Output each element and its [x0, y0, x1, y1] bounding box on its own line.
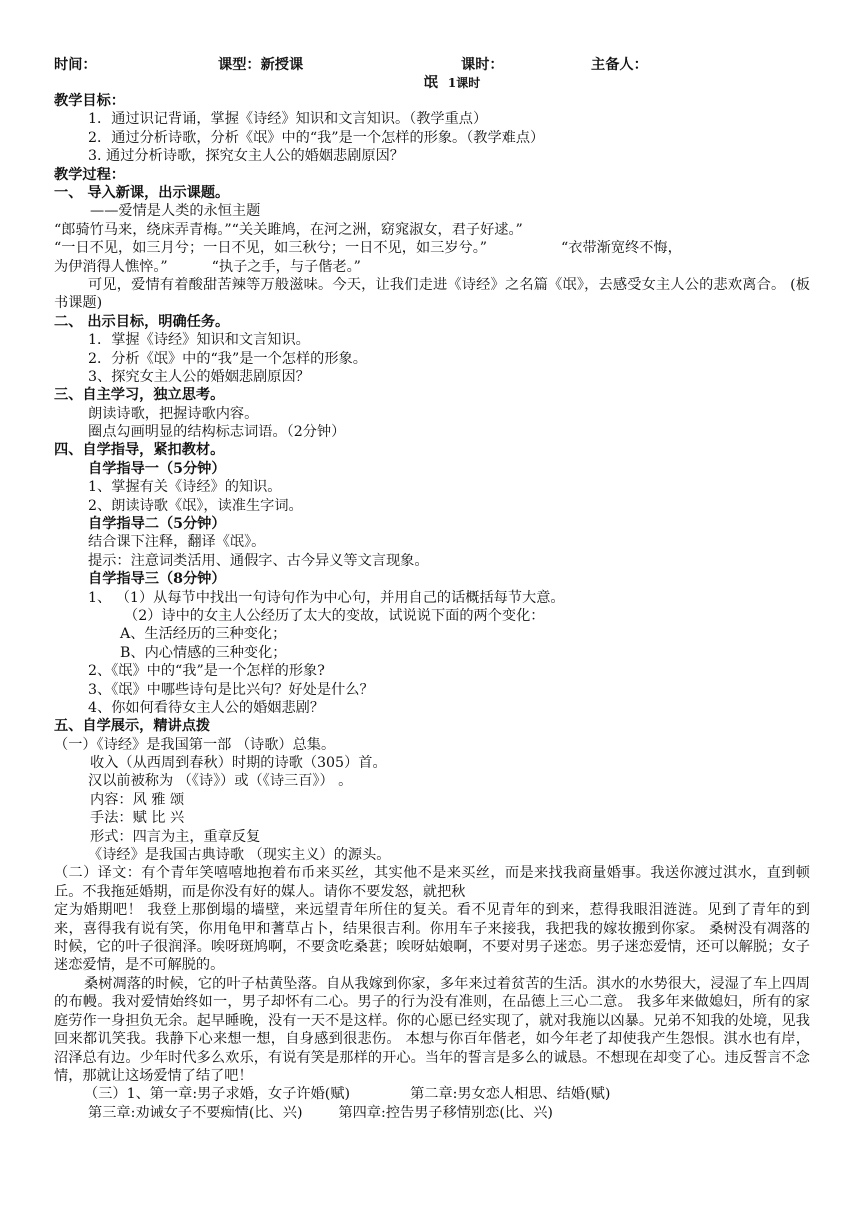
study-item: 朗读诗歌，把握诗歌内容。: [88, 405, 259, 422]
quote-line: [54, 258, 810, 276]
section-1-theme: ——爱情是人类的永恒主题: [90, 203, 261, 220]
goal-item: 3. 通过分析诗歌，探究女主人公的婚姻悲剧原因？: [88, 148, 404, 165]
objective-item: 2．分析《氓》中的“我”是一个怎样的形象。: [88, 350, 367, 367]
title-sub: 1课时: [447, 76, 481, 90]
poetry-detail: 手法：赋 比 兴: [90, 810, 185, 827]
guide-question: 3、《氓》中哪些诗句是比兴句？好处是什么？: [88, 681, 374, 698]
guide-question: 1、 （1）从每节中找出一句诗句作为中心句，并用自己的话概括每节大意。: [88, 589, 565, 606]
poetry-intro: （一）《诗经》是我国第一部 （诗歌）总集。: [54, 736, 336, 753]
quote-segment: 为伊消得人憔悴。”: [54, 258, 168, 275]
guide-question: （2）诗中的女主人公经历了太大的变故，试说说下面的两个变化：: [124, 607, 545, 624]
chapter-summary: 第三章:劝诫女子不要痴情(比、兴): [88, 1104, 303, 1121]
section-1-heading: 一、 导入新课，出示课题。: [54, 184, 230, 201]
guide-question: 4、你如何看待女主人公的婚姻悲剧？: [88, 699, 325, 716]
quote-segment: “衣带渐宽终不悔，: [561, 240, 682, 257]
time-label: 时间：: [54, 57, 97, 73]
quote-segment: “一日不见，如三月兮；一日不见，如三秋兮；一日不见，如三岁兮。”: [54, 240, 488, 257]
guide-subitem: A、生活经历的三种变化；: [120, 626, 287, 643]
section-3-heading: 三、自主学习，独立思考。: [54, 387, 225, 404]
guide-item: 提示：注意词类活用、通假字、古今异义等文言现象。: [88, 552, 429, 569]
guide-2-heading: 自学指导二（5分钟）: [88, 516, 226, 533]
lesson-title: [54, 74, 810, 92]
title-main: 氓: [423, 75, 438, 91]
period-label: 课时：: [461, 57, 504, 73]
lesson-plan-page: [54, 54, 810, 1122]
quote-segment: “执子之手，与子偕老。”: [211, 258, 361, 275]
quote-line: “郎骑竹马来，绕床弄青梅。”“关关雎鸠，在河之洲，窈窕淑女，君子好逑。”: [54, 221, 523, 238]
section-5-heading: 五、自学展示，精讲点拨: [54, 718, 211, 735]
guide-item: 1、掌握有关《诗经》的知识。: [88, 479, 282, 496]
goal-item: 2．通过分析诗歌，分析《氓》中的“我”是一个怎样的形象。（教学难点）: [88, 129, 545, 146]
poetry-detail: 收入（从西周到春秋）时期的诗歌（305）首。: [90, 755, 387, 772]
chapter-summary: 第二章:男女恋人相思、结婚(赋): [410, 1086, 611, 1103]
objective-item: 3、探究女主人公的婚姻悲剧原因？: [88, 368, 310, 385]
process-heading: 教学过程：: [54, 166, 125, 183]
objective-item: 1．掌握《诗经》知识和文言知识。: [88, 332, 310, 349]
chapter-summary-row: [54, 1104, 810, 1122]
quote-line: [54, 239, 810, 257]
poetry-detail: 内容：风 雅 颂: [90, 791, 185, 808]
goals-heading: 教学目标：: [54, 93, 125, 109]
poetry-detail: 汉以前被称为 （《诗》）或（《诗三百》） 。: [88, 773, 353, 790]
intro-paragraph: 可见，爱情有着酸甜苦辣等万般滋味。今天，让我们走进《诗经》之名篇《氓》，去感受女主人公的悲欢离合。 (板书课题): [54, 276, 810, 312]
guide-item: 结合课下注释，翻译《氓》。: [88, 534, 266, 551]
section-2-heading: 二、 出示目标，明确任务。: [54, 313, 230, 330]
chapter-summary-row: [54, 1085, 810, 1103]
guide-3-heading: 自学指导三（8分钟）: [88, 571, 226, 588]
goal-item: 1．通过识记背诵，掌握《诗经》知识和文言知识。（教学重点）: [88, 111, 488, 128]
poetry-detail: 形式：四言为主，重章反复: [90, 828, 261, 845]
translation-paragraph: 定为婚期吧！ 我登上那倒塌的墙壁，来远望青年所住的复关。看不见青年的到来，惹得我眼泪涟涟。见到了青年的到来，喜得我有说有笑，你用龟甲和蓍草占卜，结果很吉利。你用车子来接我，我把我的嫁妆搬到你家。 桑树没有凋落的时候，它的叶子很润泽。唉呀斑鸠啊，不要贪吃桑葚；唉呀姑娘啊，不要对男子迷恋。男子迷恋爱情，还可以解脱；女子迷恋爱情，是不可解脱的。: [54, 902, 810, 974]
preparer-label: 主备人：: [591, 57, 648, 73]
study-item: 圈点勾画明显的结构标志词语。（2分钟）: [88, 424, 346, 441]
lesson-type-label: 课型：新授课: [218, 57, 304, 73]
header-row: [54, 54, 810, 74]
guide-item: 2、朗读诗歌《氓》，读准生字词。: [88, 497, 303, 514]
guide-subitem: B、内心情感的三种变化；: [120, 644, 287, 661]
translation-paragraph: 桑树凋落的时候，它的叶子枯黄坠落。自从我嫁到你家，多年来过着贫苦的生活。淇水的水势很大，浸湿了车上四周的布幔。我对爱情始终如一，男子却怀有二心。男子的行为没有准则，在品德上三心二意。 我多年来做媳妇，所有的家庭劳作一身担负无余。起早睡晚，没有一天不是这样。你的心愿已经实现了，就对我施以凶暴。兄弟不知我的处境，见我回来都讥笑我。我静下心来想一想，自身感到很悲伤。 本想与你百年偕老，如今年老了却使我产生怨恨。淇水也有岸，沼泽总有边。少年时代多么欢乐，有说有笑是那样的开心。当年的誓言是多么的诚恳。不想现在却变了心。违反誓言不念情，那就让这场爱情了结了吧！: [54, 975, 810, 1084]
translation-paragraph: （二）译文：有个青年笑嘻嘻地抱着布币来买丝，其实他不是来买丝，而是来找我商量婚事。我送你渡过淇水，直到顿丘。不我拖延婚期，而是你没有好的媒人。请你不要发怒，就把秋: [54, 865, 810, 900]
poetry-detail: 《诗经》是我国古典诗歌 （现实主义）的源头。: [88, 847, 391, 864]
chapter-summary: （三）1、第一章:男子求婚，女子许婚(赋): [84, 1086, 351, 1103]
section-4-heading: 四、自学指导，紧扣教材。: [54, 442, 225, 459]
guide-1-heading: 自学指导一（5分钟）: [88, 460, 226, 477]
guide-question: 2、《氓》中的“我”是一个怎样的形象?: [88, 663, 325, 680]
chapter-summary: 第四章:控告男子移情别恋(比、兴): [338, 1104, 553, 1121]
